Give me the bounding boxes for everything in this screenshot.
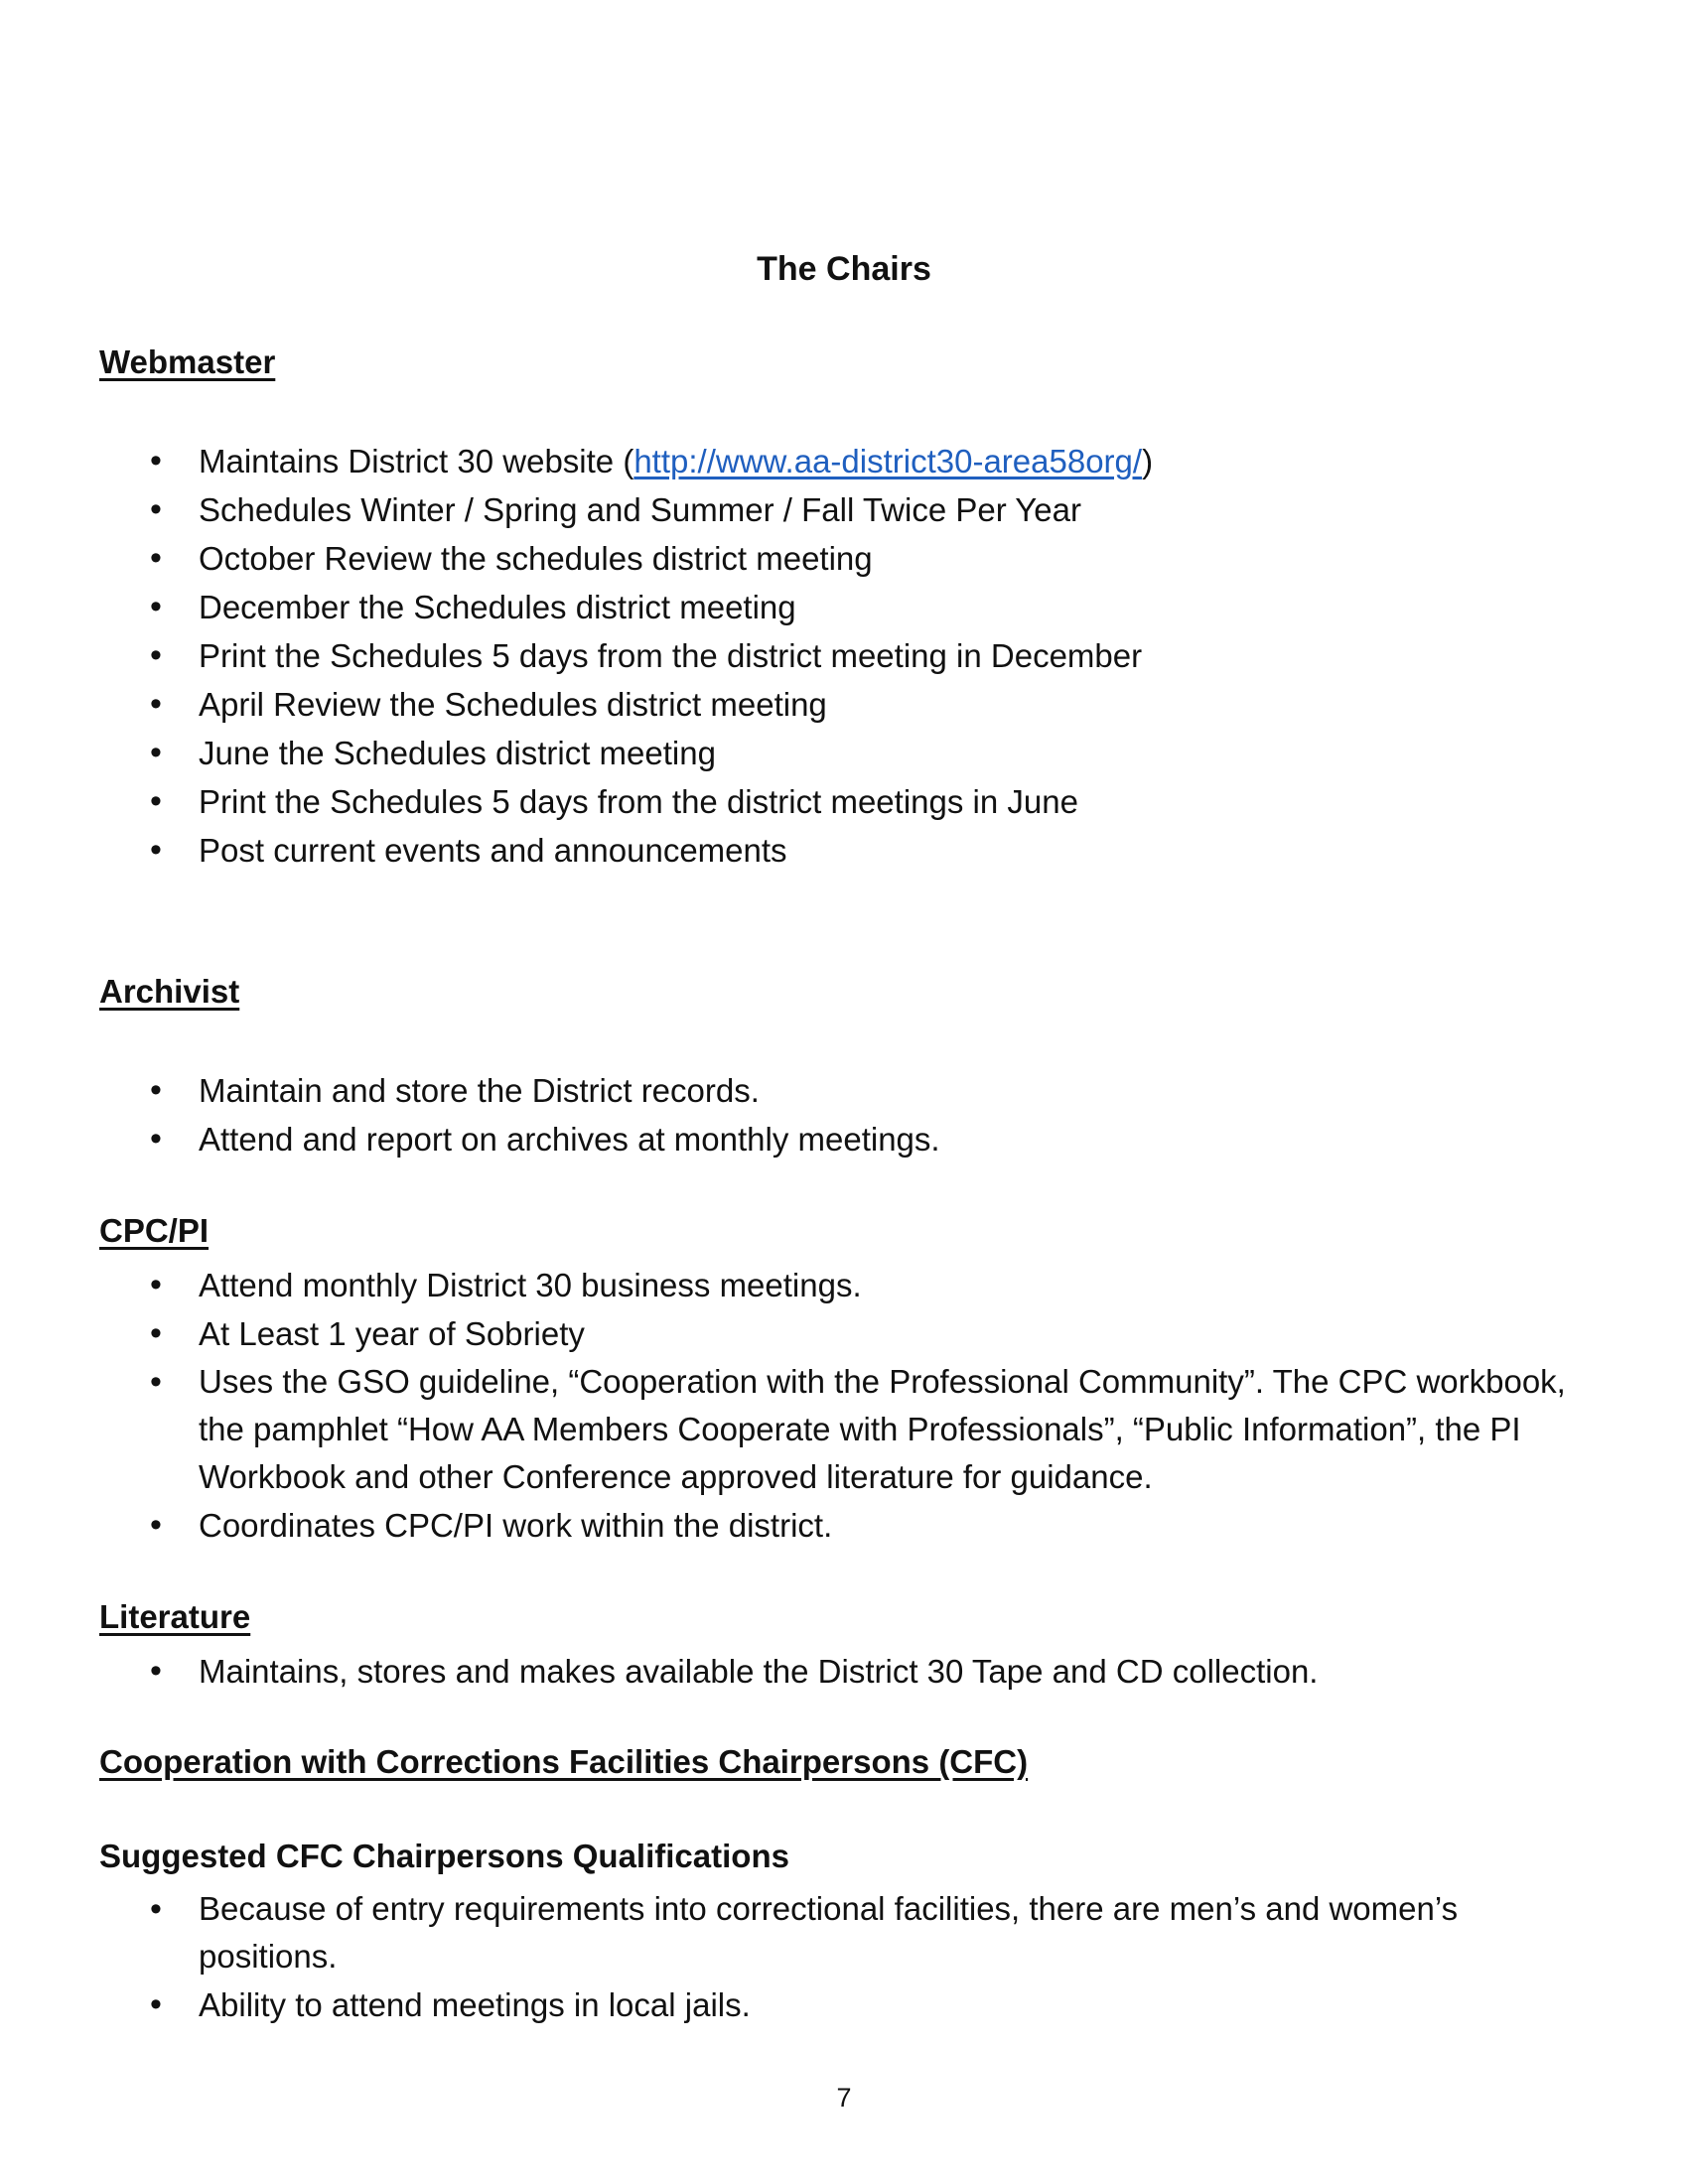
website-link[interactable]: http://www.aa-district30-area58org/: [633, 443, 1143, 479]
list-item: • Ability to attend meetings in local jails.: [0, 1980, 1589, 2029]
section-heading-webmaster: Webmaster: [99, 343, 276, 380]
list-item-text: Maintains District 30 website (: [199, 443, 634, 479]
cpcpi-list: [0, 1261, 1589, 1550]
section-heading-literature: Literature: [99, 1598, 251, 1635]
page-number: 7: [836, 2083, 852, 2113]
list-item: • Maintain and store the District records.: [0, 1066, 1589, 1115]
archivist-list: [0, 1066, 1589, 1163]
list-item: • Coordinates CPC/PI work within the district.: [0, 1501, 1589, 1550]
list-item: • October Review the schedules district meeting: [0, 534, 1589, 583]
list-item: • Maintains, stores and makes available the District 30 Tape and CD collection.: [0, 1647, 1589, 1696]
literature-list: [0, 1647, 1589, 1696]
list-item: • Attend and report on archives at monthly meetings.: [0, 1115, 1589, 1163]
list-item: • Print the Schedules 5 days from the district meetings in June: [0, 777, 1589, 826]
list-item: • April Review the Schedules district meeting: [0, 680, 1589, 729]
section-heading-cpcpi: CPC/PI: [99, 1212, 210, 1249]
list-item: • Attend monthly District 30 business meetings.: [0, 1261, 1589, 1309]
list-item: • Post current events and announcements: [0, 826, 1589, 875]
cfc-list: [0, 1885, 1589, 2029]
section-heading-cfc: Cooperation with Corrections Facilities Chairpersons (CFC): [99, 1743, 1029, 1780]
list-item: • At Least 1 year of Sobriety: [0, 1309, 1589, 1358]
cfc-qualifications-heading: Suggested CFC Chairpersons Qualifications: [99, 1838, 789, 1874]
list-item: • Because of entry requirements into correctional facilities, there are men’s and women’s positions.: [0, 1885, 1589, 1980]
list-item: • Print the Schedules 5 days from the district meeting in December: [0, 631, 1589, 680]
list-item: • Schedules Winter / Spring and Summer / Fall Twice Per Year: [0, 485, 1589, 534]
section-heading-archivist: Archivist: [99, 973, 240, 1010]
list-item: • June the Schedules district meeting: [0, 729, 1589, 777]
list-item-text: ): [1142, 443, 1154, 479]
page-title: The Chairs: [757, 250, 931, 288]
list-item: [0, 437, 1589, 485]
list-item: • December the Schedules district meeting: [0, 583, 1589, 631]
list-item: • Uses the GSO guideline, “Cooperation with the Professional Community”. The CPC workbook, the pamphlet “How AA Members Cooperate with Professionals”, “Public Information”, the PI Workbook and other Conference approved literature for guidance.: [0, 1358, 1589, 1501]
webmaster-list: [0, 437, 1589, 875]
